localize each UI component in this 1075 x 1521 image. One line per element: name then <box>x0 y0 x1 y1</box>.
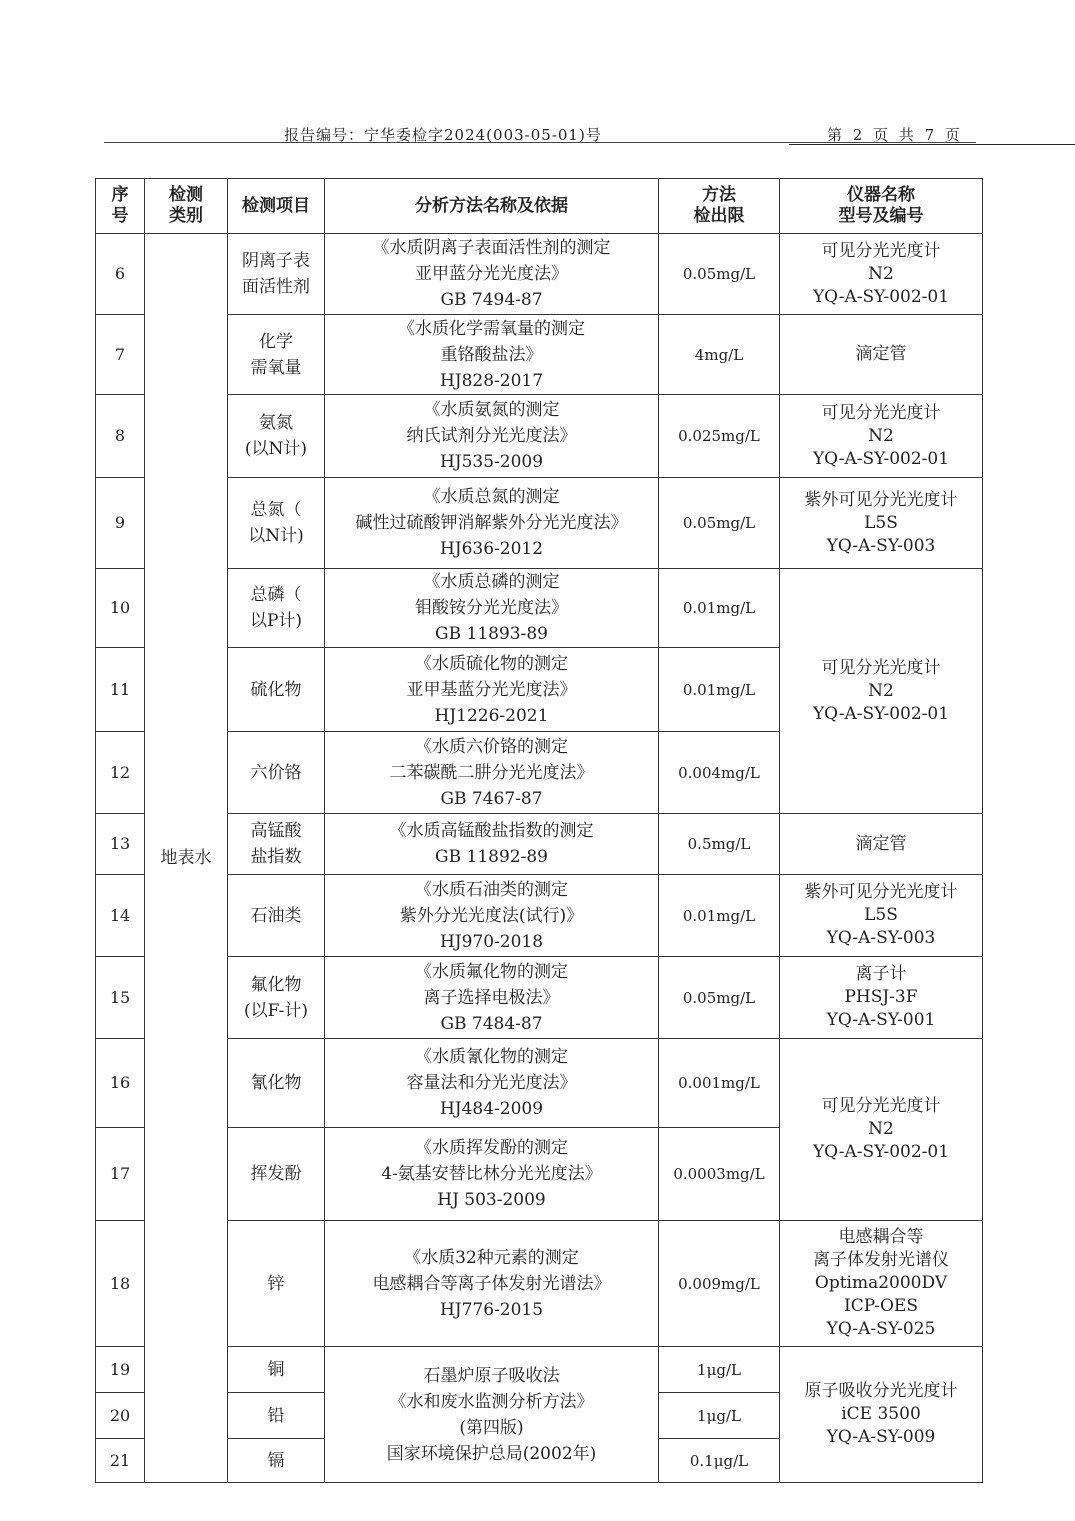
cell-line: L5S <box>864 512 898 533</box>
cell-line: 以N计) <box>248 526 304 546</box>
cell-line: 紫外可见分光光度计 <box>804 489 958 510</box>
cell-line: N2 <box>868 425 894 446</box>
cell-line: (以N计) <box>244 439 308 459</box>
table-row <box>96 814 983 875</box>
cell-line: 总磷（ <box>250 585 302 605</box>
cell-line: L5S <box>864 905 898 925</box>
cell-seq: 12 <box>96 732 145 814</box>
cell-item <box>228 732 325 814</box>
cell-line: 镉 <box>267 1450 285 1471</box>
cell-line: 硫化物 <box>250 679 302 700</box>
cell-line: 紫外分光光度法(试行)》 <box>399 905 584 926</box>
cell-line: GB 7484-87 <box>440 1013 543 1034</box>
cell-method <box>325 648 659 732</box>
cell-seq: 15 <box>96 957 145 1039</box>
cell-limit: 0.004mg/L <box>659 732 780 814</box>
cell-line: 石墨炉原子吸收法 <box>423 1365 560 1386</box>
table-row <box>96 478 983 569</box>
cell-instrument <box>780 957 983 1039</box>
cell-line: YQ-A-SY-002-01 <box>812 1142 950 1162</box>
cell-limit: 1μg/L <box>659 1347 780 1393</box>
cell-line: 紫外可见分光光度计 <box>804 882 958 902</box>
cell-line: HJ970-2018 <box>439 931 544 952</box>
cell-line: GB 7467-87 <box>440 788 543 809</box>
table-row <box>96 395 983 478</box>
col-header-seq: 序 号 <box>96 179 145 234</box>
cell-item <box>228 234 325 315</box>
cell-line: HJ636-2012 <box>439 539 544 559</box>
cell-limit: 0.05mg/L <box>659 478 780 569</box>
cell-line: GB 11893-89 <box>435 624 548 644</box>
cell-line: 亚甲基蓝分光光度法》 <box>406 679 577 700</box>
cell-item <box>228 1439 325 1483</box>
cell-line: 《水质高锰酸盐指数的测定 <box>389 821 594 841</box>
cell-seq: 6 <box>96 234 145 315</box>
cell-line: 可见分光光度计 <box>821 402 941 423</box>
cell-item <box>228 395 325 478</box>
cell-seq: 20 <box>96 1393 145 1439</box>
cell-line: YQ-A-SY-003 <box>826 928 936 948</box>
cell-seq: 8 <box>96 395 145 478</box>
cell-line: PHSJ-3F <box>844 987 918 1007</box>
cell-line: 《水质硫化物的测定 <box>415 653 568 674</box>
cell-line: 以P计) <box>249 611 303 631</box>
cell-line: HJ535-2009 <box>439 452 544 472</box>
cell-method <box>325 569 659 648</box>
cell-item <box>228 1221 325 1347</box>
col-header-item: 检测项目 <box>228 179 325 234</box>
cell-line: 面活性剂 <box>242 277 310 297</box>
cell-instrument <box>780 569 983 814</box>
table-row <box>96 315 983 395</box>
cell-limit: 0.01mg/L <box>659 569 780 648</box>
cell-line: 《水质总氮的测定 <box>423 487 560 507</box>
cell-seq: 17 <box>96 1128 145 1221</box>
table-row <box>96 957 983 1039</box>
cell-method <box>325 234 659 315</box>
cell-method <box>325 1347 659 1483</box>
cell-line: HJ484-2009 <box>439 1099 544 1119</box>
cell-seq: 19 <box>96 1347 145 1393</box>
cell-instrument <box>780 814 983 875</box>
cell-line: 碱性过硫酸钾消解紫外分光光度法》 <box>355 513 628 533</box>
cell-line: 《水质阴离子表面活性剂的测定 <box>372 238 611 258</box>
cell-line: 纳氏试剂分光光度法》 <box>406 426 577 446</box>
cell-method <box>325 478 659 569</box>
cell-method <box>325 875 659 957</box>
cell-line: 滴定管 <box>855 833 907 854</box>
cell-line: 离子计 <box>855 964 907 984</box>
cell-line: 原子吸收分光光度计 <box>804 1381 958 1401</box>
cell-instrument <box>780 1039 983 1221</box>
cell-limit: 4mg/L <box>659 315 780 395</box>
page-header <box>104 124 976 144</box>
table-row <box>96 234 983 315</box>
cell-line: 钼酸铵分光光度法》 <box>415 598 568 618</box>
cell-line: iCE 3500 <box>841 1404 921 1424</box>
cell-item <box>228 814 325 875</box>
cell-line: (以F-计) <box>243 1000 309 1021</box>
cell-limit: 0.01mg/L <box>659 648 780 732</box>
cell-line: 高锰酸 <box>250 821 302 841</box>
cell-line: 《水质氨氮的测定 <box>423 400 560 420</box>
page-number: 第 2 页 共 7 页 <box>827 126 963 144</box>
cell-line: HJ776-2015 <box>439 1299 544 1320</box>
cell-limit: 0.009mg/L <box>659 1221 780 1347</box>
cell-seq: 9 <box>96 478 145 569</box>
cell-line: 可见分光光度计 <box>821 1096 941 1116</box>
cell-instrument <box>780 315 983 395</box>
cell-limit: 0.05mg/L <box>659 234 780 315</box>
cell-line: YQ-A-SY-009 <box>826 1427 936 1447</box>
cell-line: 石油类 <box>250 905 302 926</box>
cell-limit: 0.01mg/L <box>659 875 780 957</box>
cell-item <box>228 957 325 1039</box>
cell-method <box>325 814 659 875</box>
cell-line: 《水质挥发酚的测定 <box>415 1138 568 1158</box>
cell-line: 《水质氰化物的测定 <box>415 1047 568 1067</box>
cell-line: 需氧量 <box>250 357 302 378</box>
cell-line: 《水质化学需氧量的测定 <box>398 318 585 339</box>
cell-line: (第四版) <box>459 1417 524 1438</box>
cell-line: 二苯碳酰二肼分光光度法》 <box>389 762 594 783</box>
cell-line: YQ-A-SY-001 <box>826 1010 936 1030</box>
cell-line: YQ-A-SY-025 <box>826 1319 936 1339</box>
cell-line: YQ-A-SY-003 <box>826 535 936 556</box>
cell-instrument <box>780 234 983 315</box>
cell-line: 挥发酚 <box>250 1164 302 1184</box>
cell-limit: 1μg/L <box>659 1393 780 1439</box>
header-rule <box>104 142 976 143</box>
cell-limit: 0.05mg/L <box>659 957 780 1039</box>
cell-item <box>228 1128 325 1221</box>
cell-limit: 0.001mg/L <box>659 1039 780 1128</box>
cell-line: 电感耦合等离子体发射光谱法》 <box>372 1273 611 1294</box>
cell-instrument <box>780 875 983 957</box>
cell-line: 铅 <box>267 1405 285 1426</box>
table-row <box>96 1221 983 1347</box>
cell-line: N2 <box>868 680 894 701</box>
cell-line: 重铬酸盐法》 <box>440 344 543 365</box>
cell-line: YQ-A-SY-002-01 <box>812 703 950 724</box>
cell-line: 氟化物 <box>250 974 302 995</box>
cell-item <box>228 1039 325 1128</box>
cell-line: 电感耦合等 <box>838 1227 924 1247</box>
cell-item <box>228 315 325 395</box>
cell-line: 离子选择电极法》 <box>423 987 560 1008</box>
cell-line: 六价铬 <box>250 762 302 783</box>
report-number: 报告编号：宁华委检字2024(003-05-01)号 <box>284 126 602 144</box>
cell-method <box>325 395 659 478</box>
cell-seq: 21 <box>96 1439 145 1483</box>
cell-line: 氰化物 <box>250 1073 302 1093</box>
cell-item <box>228 1393 325 1439</box>
cell-instrument <box>780 1347 983 1483</box>
cell-instrument <box>780 478 983 569</box>
cell-line: 《水质六价铬的测定 <box>415 736 568 757</box>
cell-line: YQ-A-SY-002-01 <box>812 448 950 469</box>
cell-line: GB 11892-89 <box>435 847 548 867</box>
cell-limit: 0.0003mg/L <box>659 1128 780 1221</box>
cell-line: 亚甲蓝分光光度法》 <box>415 264 568 284</box>
cell-line: 锌 <box>267 1273 285 1294</box>
cell-line: 4-氨基安替比林分光光度法》 <box>381 1164 602 1184</box>
cell-line: 可见分光光度计 <box>821 657 941 678</box>
cell-line: 可见分光光度计 <box>821 240 941 261</box>
cell-method <box>325 1221 659 1347</box>
cell-method <box>325 1128 659 1221</box>
cell-line: 国家环境保护总局(2002年) <box>386 1443 597 1464</box>
cell-line: 盐指数 <box>250 847 302 867</box>
col-header-instrument: 仪器名称 型号及编号 <box>780 179 983 234</box>
cell-limit: 0.5mg/L <box>659 814 780 875</box>
cell-category: 地表水 <box>145 234 228 1483</box>
cell-seq: 7 <box>96 315 145 395</box>
cell-item <box>228 875 325 957</box>
table-row <box>96 569 983 648</box>
cell-seq: 10 <box>96 569 145 648</box>
cell-line: 《水质32种元素的测定 <box>404 1247 579 1268</box>
col-header-method: 分析方法名称及依据 <box>325 179 659 234</box>
test-methods-table <box>95 178 983 1483</box>
cell-line: 《水和废水监测分析方法》 <box>389 1391 594 1412</box>
cell-instrument <box>780 1221 983 1347</box>
cell-seq: 11 <box>96 648 145 732</box>
cell-line: 铜 <box>267 1359 285 1380</box>
cell-method <box>325 315 659 395</box>
col-header-category: 检测 类别 <box>145 179 228 234</box>
cell-method <box>325 1039 659 1128</box>
cell-item <box>228 1347 325 1393</box>
cell-line: YQ-A-SY-002-01 <box>812 286 950 307</box>
cell-method <box>325 732 659 814</box>
cell-line: ICP-OES <box>844 1296 918 1316</box>
table-row <box>96 1347 983 1393</box>
cell-line: 离子体发射光谱仪 <box>813 1250 949 1270</box>
cell-instrument <box>780 395 983 478</box>
cell-line: N2 <box>868 1119 894 1139</box>
table-row <box>96 875 983 957</box>
cell-line: N2 <box>868 263 894 284</box>
cell-limit: 0.1μg/L <box>659 1439 780 1483</box>
cell-line: HJ828-2017 <box>439 370 544 391</box>
col-header-limit: 方法 检出限 <box>659 179 780 234</box>
cell-line: 《水质石油类的测定 <box>415 879 568 900</box>
table-row <box>96 1039 983 1128</box>
cell-seq: 13 <box>96 814 145 875</box>
cell-seq: 16 <box>96 1039 145 1128</box>
cell-limit: 0.025mg/L <box>659 395 780 478</box>
cell-line: 阴离子表 <box>242 251 310 271</box>
cell-method <box>325 957 659 1039</box>
cell-item <box>228 569 325 648</box>
cell-line: HJ1226-2021 <box>434 705 549 726</box>
cell-seq: 18 <box>96 1221 145 1347</box>
cell-line: 氨氮 <box>259 413 293 433</box>
cell-line: Optima2000DV <box>814 1273 948 1293</box>
cell-line: 滴定管 <box>855 344 907 364</box>
cell-line: 总氮（ <box>250 500 302 520</box>
table-header-row <box>96 179 983 234</box>
cell-item <box>228 478 325 569</box>
cell-line: HJ 503-2009 <box>437 1190 546 1210</box>
cell-line: 《水质总磷的测定 <box>423 572 560 592</box>
cell-line: GB 7494-87 <box>440 290 543 310</box>
cell-item <box>228 648 325 732</box>
cell-line: 化学 <box>259 331 293 352</box>
cell-line: 容量法和分光光度法》 <box>406 1073 577 1093</box>
cell-line: 《水质氟化物的测定 <box>415 961 568 982</box>
cell-seq: 14 <box>96 875 145 957</box>
